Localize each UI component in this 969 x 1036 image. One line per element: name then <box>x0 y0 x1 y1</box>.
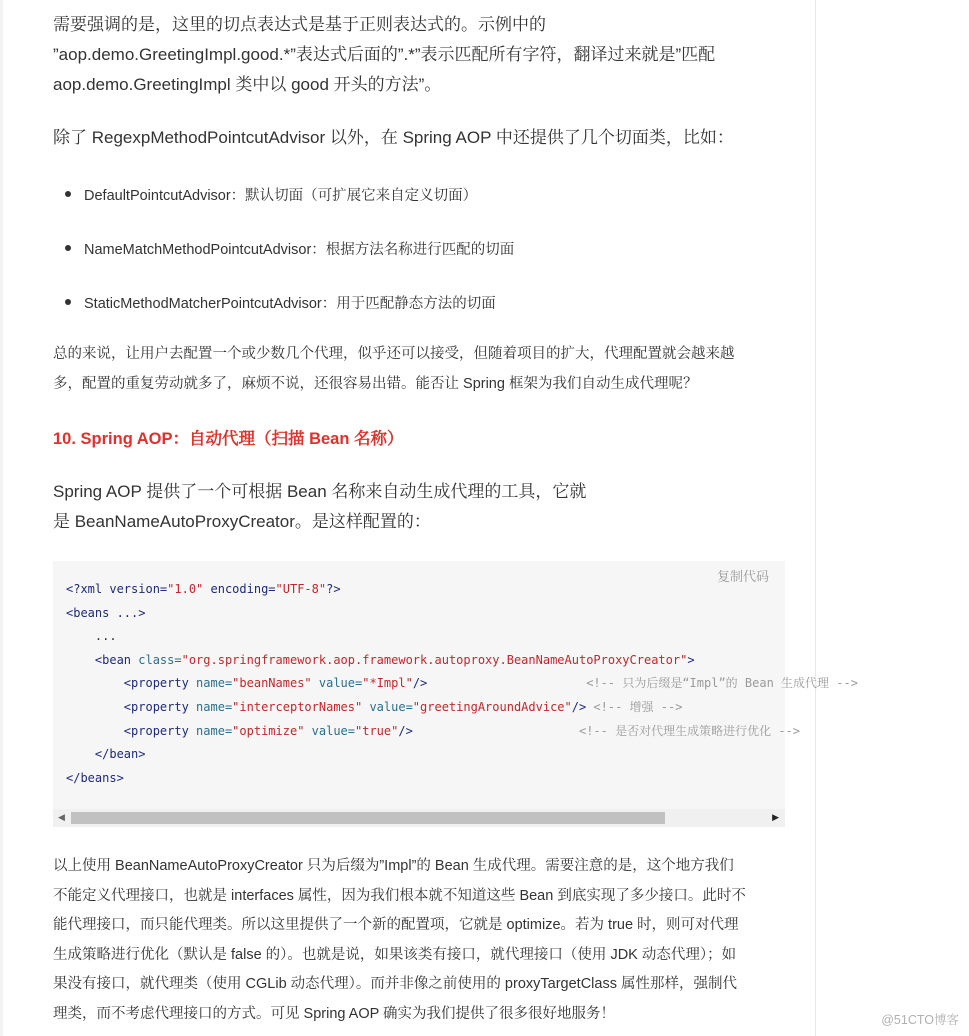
text-line: 能代理接口，而只能代理类。所以这里提供了一个新的配置项，它就是 optimize。若为 true 时，则可对代理 <box>53 917 739 933</box>
code-comment: <!-- 增强 --> <box>586 699 683 714</box>
code-token: encoding= <box>203 582 276 596</box>
text-line: Spring AOP 提供了一个可根据 Bean 名称来自动生成代理的工具，它就 <box>53 482 587 501</box>
text-line: 果没有接口，就代理类（使用 CGLib 动态代理）。而并非像之前使用的 proxyTargetClass 属性那样，强制代 <box>53 976 737 992</box>
scrollbar-thumb[interactable] <box>71 812 665 824</box>
left-border <box>0 0 3 1036</box>
copy-code-button[interactable]: 复制代码 <box>716 569 769 584</box>
scroll-left-arrow-icon[interactable]: ◀ <box>58 812 65 822</box>
code-token: value= <box>362 699 413 714</box>
scroll-right-arrow-icon[interactable]: ▶ <box>772 812 779 822</box>
code-token: "org.springframework.aop.framework.autoproxy.BeanNameAutoProxyCreator" <box>181 652 688 667</box>
code-comment: <!-- 是否对代理生成策略进行优化 --> <box>412 723 801 738</box>
code-token: "greetingAroundAdvice" <box>412 699 572 714</box>
code-token: </bean> <box>66 747 146 762</box>
code-token: <beans ...> <box>66 605 146 620</box>
code-content <box>66 578 858 790</box>
text-line: ”aop.demo.GreetingImpl.good.*”表达式后面的”.*”表示匹配所有字符，翻译过来就是”匹配 <box>53 45 716 64</box>
code-token: "true" <box>355 723 399 738</box>
code-token: /> <box>412 676 428 691</box>
code-token: <property <box>66 723 197 738</box>
section-heading: 10. Spring AOP：自动代理（扫描 Bean 名称） <box>53 430 404 448</box>
code-token: "*Impl" <box>362 676 413 691</box>
list-item: NameMatchMethodPointcutAdvisor：根据方法名称进行匹配的切面 <box>53 238 514 259</box>
code-token: "UTF-8" <box>275 582 327 596</box>
code-token: > <box>687 652 695 667</box>
code-token: </beans> <box>66 770 124 785</box>
paragraph-intro <box>53 477 783 537</box>
code-token: name= <box>196 676 233 691</box>
text-line: 总的来说，让用户去配置一个或少数几个代理，似乎还可以接受，但随着项目的扩大，代理配置就会越来越 <box>53 346 735 362</box>
list-item: DefaultPointcutAdvisor：默认切面（可扩展它来自定义切面） <box>53 184 477 205</box>
text-line: 多，配置的重复劳动就多了，麻烦不说，还很容易出错。能否让 Spring 框架为我们自动生成代理呢？ <box>53 375 698 392</box>
text-line: 生成策略进行优化（默认是 false 的）。也就是说，如果该类有接口，就代理接口（使用 JDK 动态代理）；如 <box>53 946 737 963</box>
code-token: name= <box>196 699 233 714</box>
code-token: ... <box>66 629 117 644</box>
code-token: "1.0" <box>167 582 204 596</box>
text-line: 以上使用 BeanNameAutoProxyCreator 只为后缀为”Impl”的 Bean 生成代理。需要注意的是，这个地方我们 <box>53 858 734 874</box>
code-token: <?xml version= <box>66 582 168 596</box>
paragraph-advisors: 除了 RegexpMethodPointcutAdvisor 以外，在 Spring AOP 中还提供了几个切面类，比如： <box>53 128 734 147</box>
list-item: StaticMethodMatcherPointcutAdvisor：用于匹配静态方法的切面 <box>53 292 496 313</box>
text-line: 需要强调的是，这里的切点表达式是基于正则表达式的。示例中的 <box>53 15 546 34</box>
text-line: 理类，而不考虑代理接口的方式。可见 Spring AOP 确实为我们提供了很多很好地服务！ <box>53 1005 616 1022</box>
paragraph-summary <box>53 340 783 399</box>
code-token: name= <box>196 723 233 738</box>
code-token: <property <box>66 676 197 691</box>
text-line: aop.demo.GreetingImpl 类中以 good 开头的方法”。 <box>53 75 442 94</box>
paragraph-regex-note <box>53 10 783 100</box>
code-token: value= <box>304 723 355 738</box>
text-line: 是 BeanNameAutoProxyCreator。是这样配置的： <box>53 512 431 531</box>
code-token: class= <box>138 652 182 667</box>
code-token: <property <box>66 699 197 714</box>
code-block <box>53 561 858 827</box>
code-token: value= <box>311 676 363 691</box>
horizontal-scrollbar[interactable] <box>53 809 785 827</box>
text-line: 不能定义代理接口，也就是 interfaces 属性，因为我们根本就不知道这些 Bean 到底实现了多少接口。此时不 <box>53 887 746 904</box>
code-token: ?> <box>326 582 341 596</box>
code-token: "interceptorNames" <box>232 699 363 714</box>
code-token: /> <box>398 723 413 738</box>
paragraph-explanation <box>53 852 783 1029</box>
code-token: /> <box>571 699 587 714</box>
watermark: @51CTO博客 <box>881 1013 959 1027</box>
code-comment: <!-- 只为后缀是“Impl”的 Bean 生成代理 --> <box>427 676 858 691</box>
code-token: <bean <box>66 652 139 667</box>
code-token: "beanNames" <box>232 676 312 691</box>
code-token: "optimize" <box>232 723 305 738</box>
